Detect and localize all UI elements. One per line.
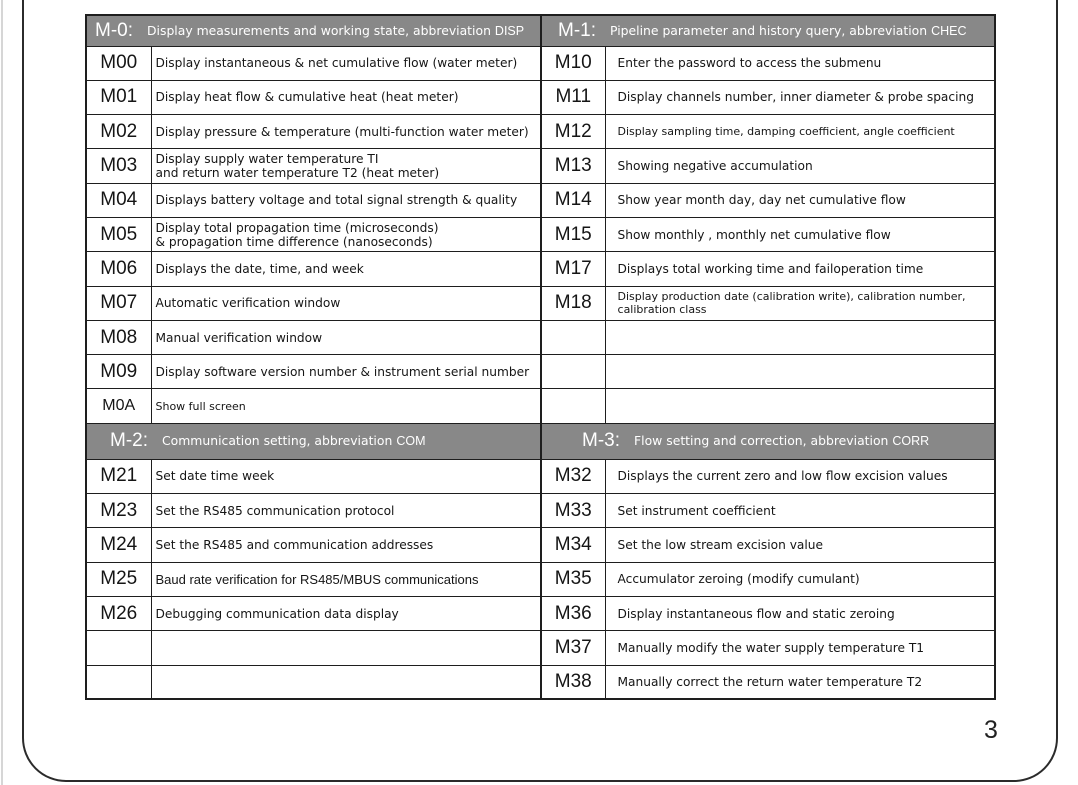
empty-cell bbox=[605, 320, 995, 354]
table-row bbox=[86, 528, 995, 562]
description-cell: Set the RS485 and communication addresses bbox=[151, 528, 541, 562]
table-row bbox=[86, 596, 995, 630]
table-row bbox=[86, 115, 995, 149]
description-line: calibration class bbox=[617, 303, 707, 317]
description-line: Display total propagation time (microseconds) bbox=[155, 220, 439, 235]
description-cell: Manually correct the return water temperature T2 bbox=[605, 665, 995, 699]
empty-cell bbox=[541, 355, 605, 389]
code-cell: M03 bbox=[86, 149, 151, 183]
description-cell: Display instantaneous & net cumulative flow (water meter) bbox=[151, 46, 541, 80]
description-cell: Displays total working time and failoperation time bbox=[605, 252, 995, 286]
code-cell: M23 bbox=[86, 494, 151, 528]
code-cell: M17 bbox=[541, 252, 605, 286]
section-code: M-1: bbox=[558, 19, 597, 41]
table-row bbox=[86, 183, 995, 217]
empty-cell bbox=[605, 389, 995, 423]
section-header-row bbox=[86, 15, 995, 46]
description-cell: Enter the password to access the submenu bbox=[605, 46, 995, 80]
page-number: 3 bbox=[984, 716, 998, 744]
section-title: Display measurements and working state, abbreviation bbox=[147, 22, 491, 38]
code-cell: M21 bbox=[86, 459, 151, 493]
table-row bbox=[86, 355, 995, 389]
code-cell: M33 bbox=[541, 494, 605, 528]
section-abbreviation: CHEC bbox=[931, 23, 967, 38]
code-cell: M0A bbox=[86, 389, 151, 423]
code-cell: M15 bbox=[541, 217, 605, 251]
code-cell: M11 bbox=[541, 80, 605, 114]
description-cell: Display heat flow & cumulative heat (heat meter) bbox=[151, 80, 541, 114]
table-row bbox=[86, 494, 995, 528]
code-cell: M07 bbox=[86, 286, 151, 320]
section-code: M-3: bbox=[582, 430, 621, 452]
description-cell: Show full screen bbox=[151, 389, 541, 423]
table-row bbox=[86, 562, 995, 596]
code-cell: M32 bbox=[541, 459, 605, 493]
table-row bbox=[86, 80, 995, 114]
description-cell: Set the low stream excision value bbox=[605, 528, 995, 562]
section-header-m1 bbox=[541, 15, 995, 46]
section-title: Communication setting, abbreviation bbox=[162, 433, 393, 449]
description-cell: Debugging communication data display bbox=[151, 596, 541, 630]
section-code: M-0: bbox=[95, 19, 133, 41]
code-cell: M38 bbox=[541, 665, 605, 699]
code-cell: M36 bbox=[541, 596, 605, 630]
page-edge-line bbox=[1, 0, 3, 785]
table-row bbox=[86, 665, 995, 699]
code-cell: M26 bbox=[86, 596, 151, 630]
description-cell: Set date time week bbox=[151, 459, 541, 493]
code-cell: M06 bbox=[86, 252, 151, 286]
table-row bbox=[86, 286, 995, 320]
description-cell: Display software version number & instrument serial number bbox=[151, 355, 541, 389]
description-cell: Display channels number, inner diameter & probe spacing bbox=[605, 80, 995, 114]
table-row bbox=[86, 389, 995, 423]
code-cell: M05 bbox=[86, 217, 151, 251]
section-header-m0 bbox=[86, 15, 541, 46]
code-cell: M24 bbox=[86, 528, 151, 562]
empty-cell bbox=[86, 631, 151, 665]
description-line: and return water temperature T2 (heat meter) bbox=[155, 166, 440, 181]
section-header-m2 bbox=[86, 423, 541, 459]
empty-cell bbox=[541, 320, 605, 354]
table-row bbox=[86, 252, 995, 286]
code-cell: M25 bbox=[86, 562, 151, 596]
section-abbreviation: DISP bbox=[494, 23, 525, 38]
description-line: & propagation time difference (nanoseconds) bbox=[155, 234, 433, 249]
section-abbreviation: COM bbox=[396, 434, 426, 449]
table-row bbox=[86, 217, 995, 251]
description-cell: Show monthly , monthly net cumulative flow bbox=[605, 217, 995, 251]
code-cell: M12 bbox=[541, 115, 605, 149]
description-cell: Accumulator zeroing (modify cumulant) bbox=[605, 562, 995, 596]
table-row bbox=[86, 46, 995, 80]
description-line: Display supply water temperature TI bbox=[155, 152, 379, 167]
description-cell: Displays the current zero and low flow excision values bbox=[605, 459, 995, 493]
code-cell: M18 bbox=[541, 286, 605, 320]
description-cell bbox=[151, 149, 541, 183]
empty-cell bbox=[605, 355, 995, 389]
description-cell: Display sampling time, damping coefficient, angle coefficient bbox=[605, 115, 995, 149]
description-cell: Automatic verification window bbox=[151, 286, 541, 320]
menu-table bbox=[85, 14, 996, 700]
table-row bbox=[86, 459, 995, 493]
description-cell: Set instrument coefficient bbox=[605, 494, 995, 528]
description-cell bbox=[605, 286, 995, 320]
description-cell: Manually modify the water supply temperature T1 bbox=[605, 631, 995, 665]
code-cell: M08 bbox=[86, 320, 151, 354]
description-cell: Set the RS485 communication protocol bbox=[151, 494, 541, 528]
description-cell: Display pressure & temperature (multi-function water meter) bbox=[151, 115, 541, 149]
code-cell: M02 bbox=[86, 115, 151, 149]
section-header-row bbox=[86, 423, 995, 459]
description-cell bbox=[151, 217, 541, 251]
code-cell: M04 bbox=[86, 183, 151, 217]
description-cell: Displays battery voltage and total signal strength & quality bbox=[151, 183, 541, 217]
code-cell: M01 bbox=[86, 80, 151, 114]
section-code: M-2: bbox=[110, 430, 148, 452]
section-header-m3 bbox=[541, 423, 995, 459]
section-title: Pipeline parameter and history query, abbreviation bbox=[610, 22, 928, 38]
code-cell: M00 bbox=[86, 46, 151, 80]
description-cell: Showing negative accumulation bbox=[605, 149, 995, 183]
code-cell: M13 bbox=[541, 149, 605, 183]
empty-cell bbox=[541, 389, 605, 423]
code-cell: M10 bbox=[541, 46, 605, 80]
code-cell: M09 bbox=[86, 355, 151, 389]
code-cell: M34 bbox=[541, 528, 605, 562]
description-cell: Display instantaneous flow and static zeroing bbox=[605, 596, 995, 630]
section-title: Flow setting and correction, abbreviation bbox=[634, 433, 889, 449]
description-cell: Baud rate verification for RS485/MBUS communications bbox=[151, 562, 541, 596]
description-cell: Show year month day, day net cumulative flow bbox=[605, 183, 995, 217]
empty-cell bbox=[151, 665, 541, 699]
code-cell: M14 bbox=[541, 183, 605, 217]
code-cell: M37 bbox=[541, 631, 605, 665]
table-row bbox=[86, 149, 995, 183]
code-cell: M35 bbox=[541, 562, 605, 596]
empty-cell bbox=[86, 665, 151, 699]
description-line: Display production date (calibration write), calibration number, bbox=[617, 290, 966, 304]
description-cell: Manual verification window bbox=[151, 320, 541, 354]
description-cell: Displays the date, time, and week bbox=[151, 252, 541, 286]
table-row bbox=[86, 631, 995, 665]
table-row bbox=[86, 320, 995, 354]
empty-cell bbox=[151, 631, 541, 665]
section-abbreviation: CORR bbox=[892, 434, 930, 449]
